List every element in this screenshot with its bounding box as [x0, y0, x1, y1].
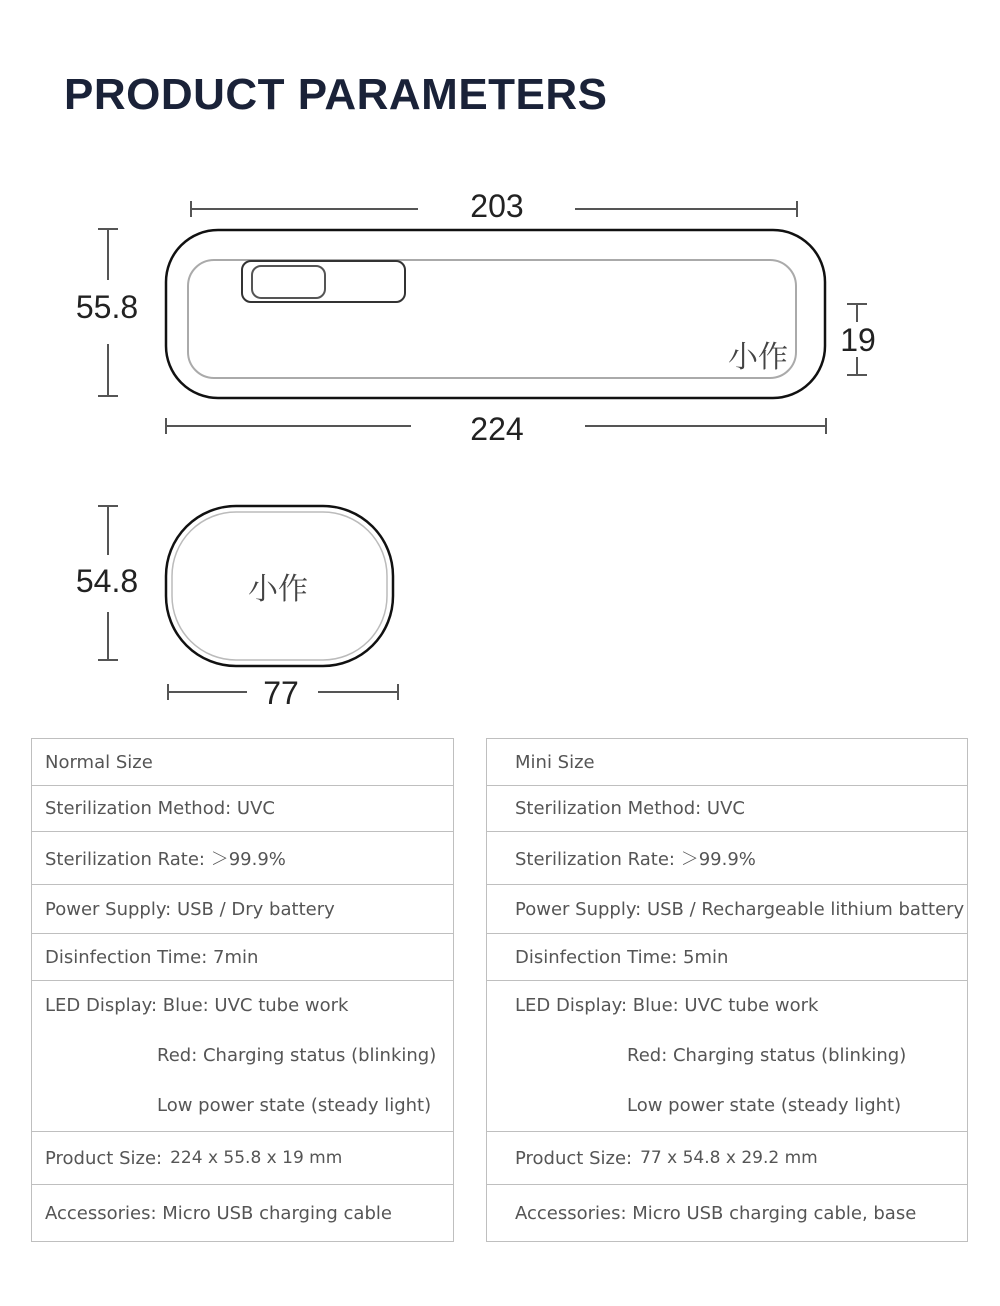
led-display-blue: LED Display: Blue: UVC tube work — [45, 995, 349, 1016]
brand-logo-normal: 小作 — [728, 340, 788, 375]
table-row-power — [487, 885, 967, 934]
table-row-header — [487, 739, 967, 786]
table-header-label: Normal Size — [45, 751, 153, 773]
table-row-method — [487, 786, 967, 832]
table-row-size — [32, 1132, 453, 1185]
table-row-rate — [487, 832, 967, 885]
mini-device-drawing — [166, 506, 393, 666]
accessories: Accessories: Micro USB charging cable — [45, 1202, 392, 1224]
table-row-size — [487, 1132, 967, 1185]
table-row-method — [32, 786, 453, 832]
table-row-header — [32, 739, 453, 786]
dim-normal-inner-length: 203 — [470, 188, 524, 224]
led-display-red: Red: Charging status (blinking) — [627, 1045, 907, 1066]
accessories: Accessories: Micro USB charging cable, base — [515, 1202, 917, 1224]
normal-device-drawing — [166, 230, 825, 398]
dim-normal-depth: 19 — [840, 322, 876, 358]
sterilization-rate: Sterilization Rate: ＞99.9% — [45, 849, 286, 870]
table-row-time — [487, 934, 967, 981]
table-row-rate — [32, 832, 453, 885]
product-size-value: 224 x 55.8 x 19 mm — [170, 1148, 343, 1168]
normal-size-spec-table — [31, 738, 454, 1242]
product-size-label: Product Size: — [45, 1147, 163, 1169]
led-display-red: Red: Charging status (blinking) — [157, 1045, 437, 1066]
dim-normal-outer-length: 224 — [470, 411, 524, 447]
dim-normal-height: 55.8 — [75, 289, 139, 325]
table-row-led — [487, 981, 967, 1132]
sterilization-rate: Sterilization Rate: ＞99.9% — [515, 849, 756, 870]
dim-mini-height: 54.8 — [75, 563, 139, 599]
page-title: PRODUCT PARAMETERS — [64, 70, 608, 119]
brand-logo-mini: 小作 — [248, 572, 308, 607]
table-row-led — [32, 981, 453, 1132]
table-row-power — [32, 885, 453, 934]
table-row-accessories — [32, 1185, 453, 1242]
power-supply: Power Supply: USB / Rechargeable lithium battery — [515, 898, 965, 920]
mini-size-spec-table — [486, 738, 968, 1242]
disinfection-time: Disinfection Time: 7min — [45, 946, 259, 968]
dim-mini-width: 77 — [263, 675, 299, 710]
power-supply: Power Supply: USB / Dry battery — [45, 898, 335, 920]
led-display-blue: LED Display: Blue: UVC tube work — [515, 995, 819, 1016]
table-row-time — [32, 934, 453, 981]
sterilization-method: Sterilization Method: UVC — [45, 798, 275, 819]
sterilization-method: Sterilization Method: UVC — [515, 798, 745, 819]
table-header-label: Mini Size — [515, 751, 595, 773]
disinfection-time: Disinfection Time: 5min — [515, 946, 729, 968]
product-size-label: Product Size: — [515, 1147, 633, 1169]
led-display-low-power: Low power state (steady light) — [157, 1095, 432, 1116]
dimension-diagram — [0, 170, 1000, 710]
led-display-low-power: Low power state (steady light) — [627, 1095, 902, 1116]
product-size-value: 77 x 54.8 x 29.2 mm — [640, 1148, 818, 1168]
table-row-accessories — [487, 1185, 967, 1242]
